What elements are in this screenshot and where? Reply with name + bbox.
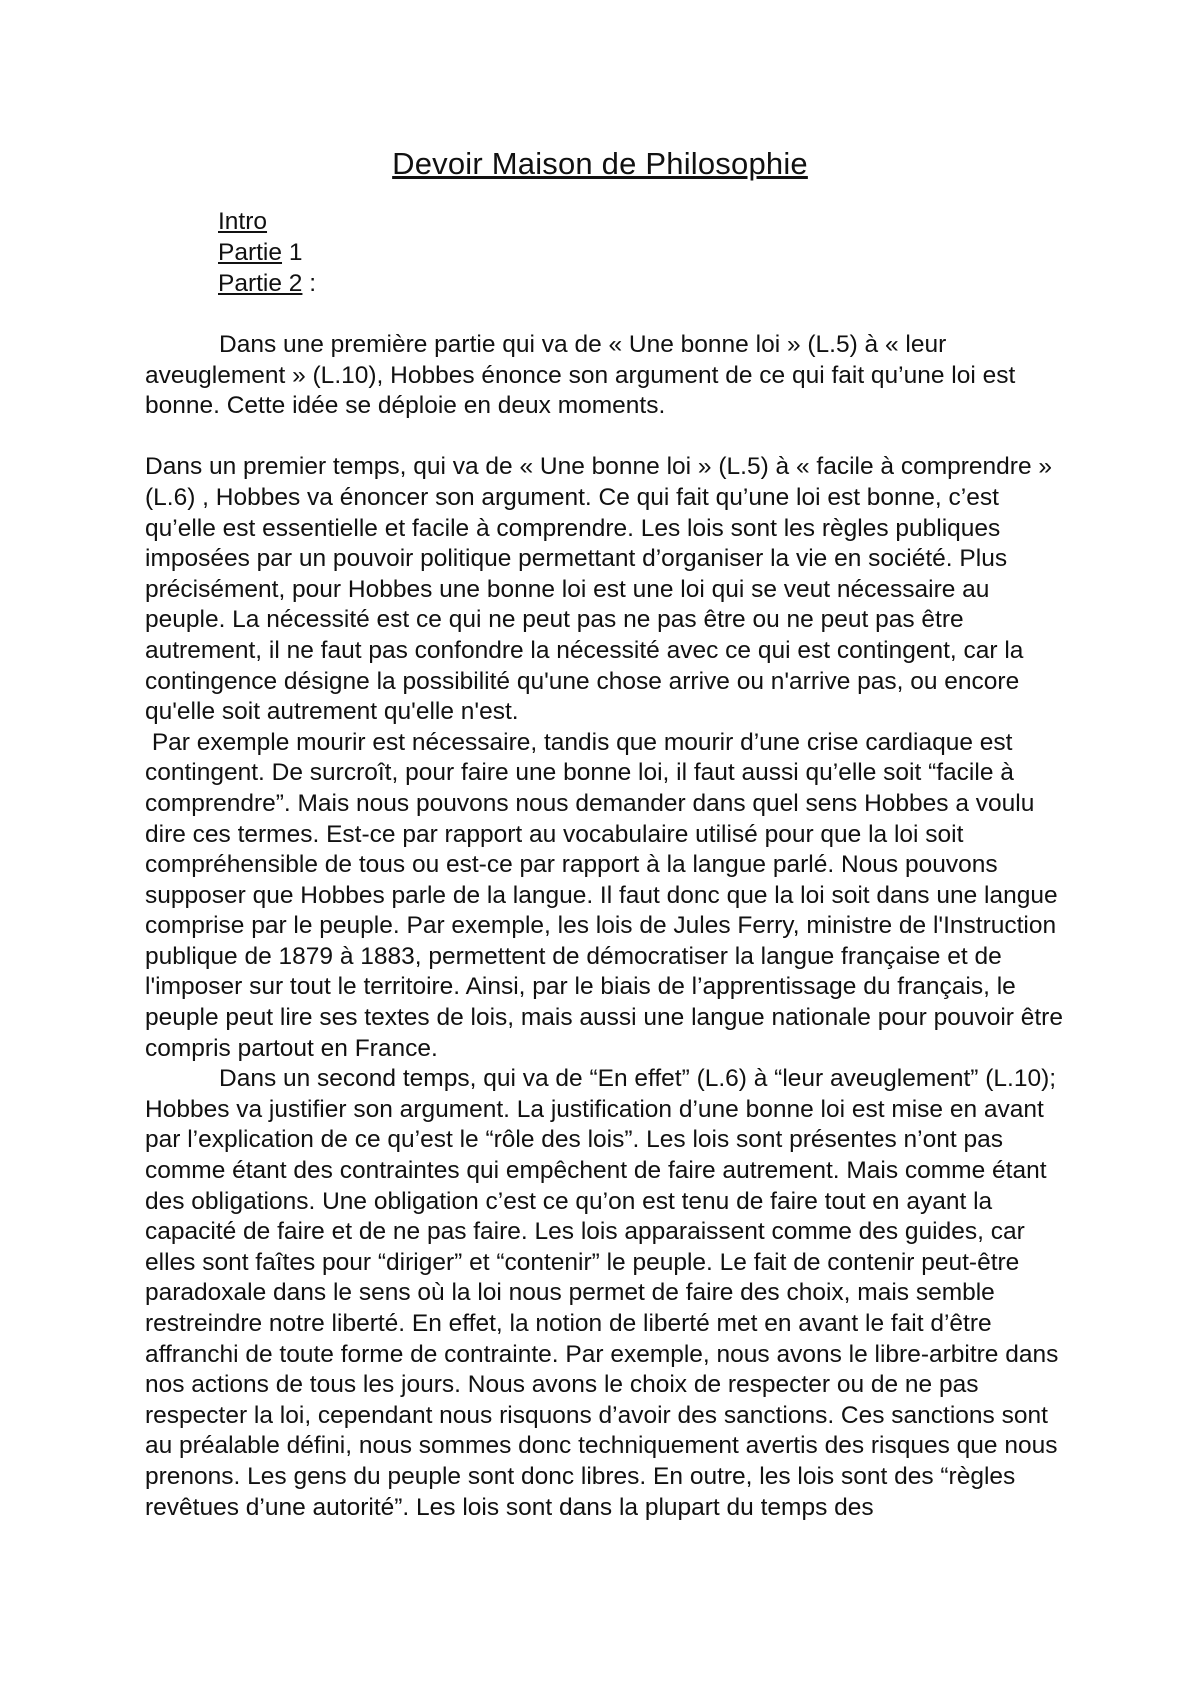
outline-item-partie-1 bbox=[218, 237, 316, 268]
paragraph-introduction-partie: Dans une première partie qui va de « Une bonne loi » (L.5) à « leur aveuglement » (L.10), Hobbes énonce son argument de ce qui fait qu’une loi est bonne. Cette idée se déploie en deux moments. bbox=[145, 331, 1016, 420]
outline-partie-2-colon: : bbox=[302, 270, 317, 297]
outline-partie-1-number: 1 bbox=[282, 239, 303, 266]
outline-intro-label: Intro bbox=[218, 208, 268, 235]
outline-item-intro bbox=[218, 206, 316, 237]
essay-body bbox=[145, 330, 1075, 1523]
outline-partie-2-label: Partie 2 bbox=[218, 270, 303, 297]
outline-partie-1-label: Partie bbox=[218, 239, 283, 266]
paragraph-premier-temps: Dans un premier temps, qui va de « Une bonne loi » (L.5) à « facile à comprendre » (L.6) , Hobbes va énoncer son argument. Ce qui fait qu’une loi est bonne, c’est qu’elle est essentielle et facile à comprendre. Les lois sont les règles publiques imposées par un pouvoir politique permettant d’organiser la vie en société. Plus précisément, pour Hobbes une bonne loi est une loi qui se veut nécessaire au peuple. La nécessité est ce qui ne peut pas ne pas être ou ne peut pas être autrement, il ne faut pas confondre la nécessité avec ce qui est contingent, car la contingence désigne la possibilité qu'une chose arrive ou n'arrive pas, ou encore qu'elle soit autrement qu'elle n'est. bbox=[145, 453, 1053, 726]
paragraph-second-temps: Dans un second temps, qui va de “En effet” (L.6) à “leur aveuglement” (L.10); Hobbes va justifier son argument. La justification d’une bonne loi est mise en avant par l’explication de ce qu’est le “rôle des lois”. Les lois sont présentes n’ont pas comme étant des contraintes qui empêchent de faire autrement. Mais comme étant des obligations. Une obligation c’est ce qu’on est tenu de faire tout en ayant la capacité de faire et de ne pas faire. Les lois apparaissent comme des guides, car elles sont faîtes pour “diriger” et “contenir” le peuple. Le fait de contenir peut-être paradoxale dans le sens où la loi nous permet de faire des choix, mais semble restreindre notre liberté. En effet, la notion de liberté met en avant le fait d’être affranchi de toute forme de contrainte. Par exemple, nous avons le libre-arbitre dans nos actions de tous les jours. Nous avons le choix de respecter ou de ne pas respecter la loi, cependant nous risquons d’avoir des sanctions. Ces sanctions sont au préalable défini, nous sommes donc techniquement avertis des risques que nous prenons. Les gens du peuple sont donc libres. En outre, les lois sont des “règles revêtues d’une autorité”. Les lois sont dans la plupart du temps des bbox=[145, 1065, 1059, 1521]
outline-item-partie-2 bbox=[218, 268, 316, 299]
page-title: Devoir Maison de Philosophie bbox=[392, 146, 808, 181]
outline-list bbox=[218, 206, 316, 299]
paragraph-exemple: Par exemple mourir est nécessaire, tandis que mourir d’une crise cardiaque est contingent. De surcroît, pour faire une bonne loi, il faut aussi qu’elle soit “facile à comprendre”. Mais nous pouvons nous demander dans quel sens Hobbes a voulu dire ces termes. Est-ce par rapport au vocabulaire utilisé pour que la loi soit compréhensible de tous ou est-ce par rapport à la langue parlé. Nous pouvons supposer que Hobbes parle de la langue. Il faut donc que la loi soit dans une langue comprise par le peuple. Par exemple, les lois de Jules Ferry, ministre de l'Instruction publique de 1879 à 1883, permettent de démocratiser la langue française et de l'imposer sur tout le territoire. Ainsi, par le biais de l’apprentissage du français, le peuple peut lire ses textes de lois, mais aussi une langue nationale pour pouvoir être compris partout en France. bbox=[145, 728, 1070, 1062]
